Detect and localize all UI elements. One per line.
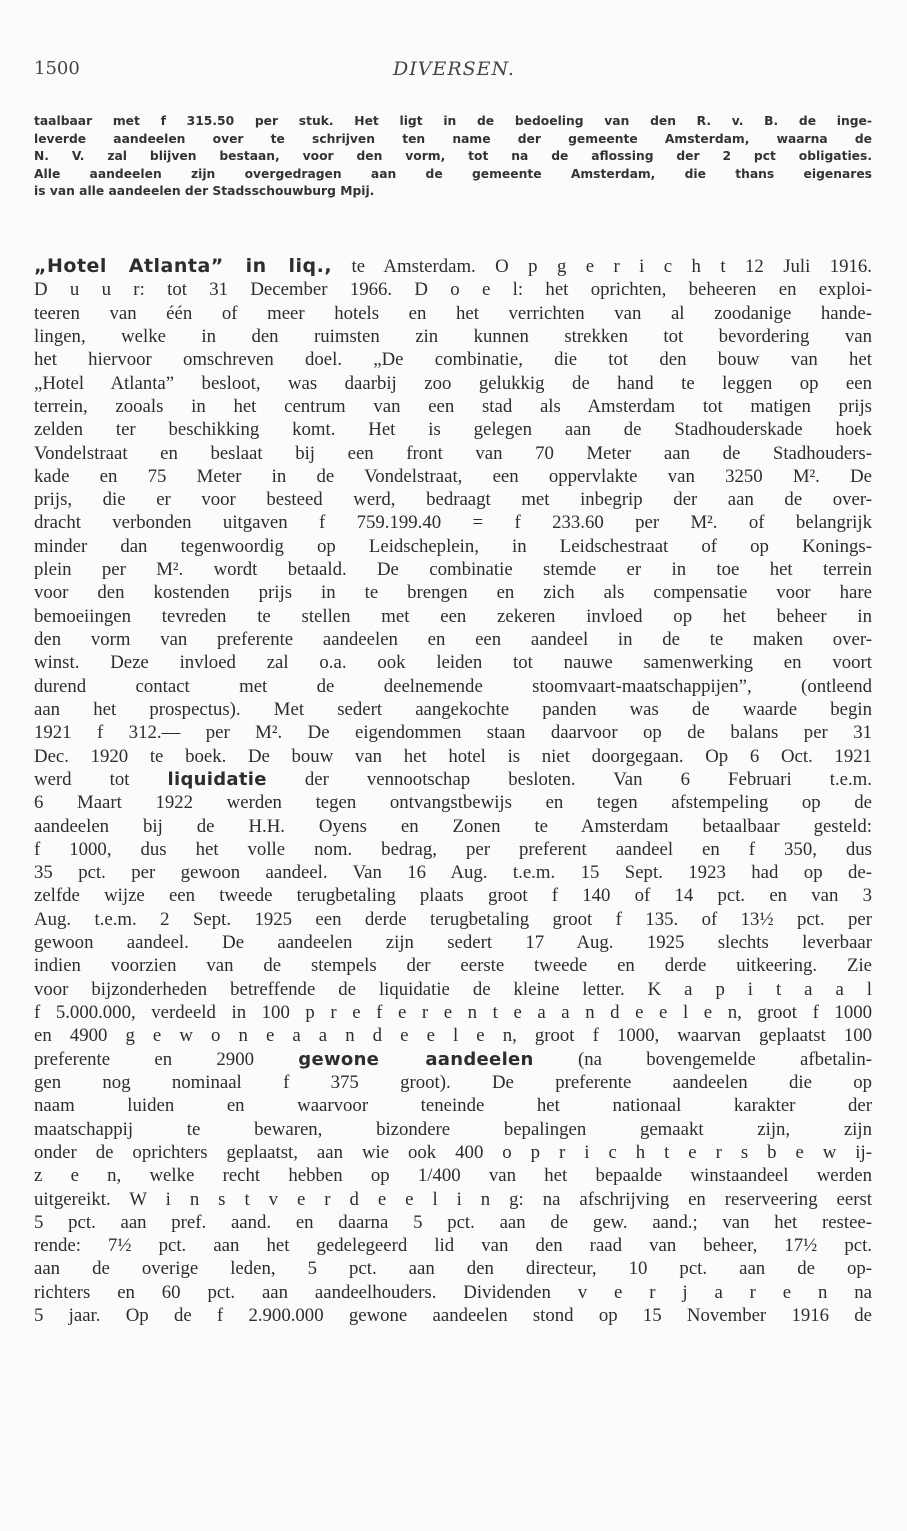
page-header: [34, 58, 874, 88]
text-line: Vondelstraat en beslaat bij een front van 70 Meter aan de Stadhouders-: [34, 442, 872, 464]
company-entry: [34, 255, 872, 1327]
text-line: lingen, welke in den ruimsten zin kunnen strekken tot bevordering van: [34, 325, 872, 347]
text-line: Dec. 1920 te boek. De bouw van het hotel is niet doorgegaan. Op 6 Oct. 1921: [34, 745, 872, 767]
text-line: indien voorzien van de stempels der eerste tweede en derde uitkeering. Zie: [34, 955, 872, 977]
text-line: en 4900 g e w o n e a a n d e e l e n, groot f 1000, waarvan geplaatst 100: [34, 1025, 872, 1047]
text-line: onder de oprichters geplaatst, aan wie ook 400 o p r i c h t e r s b e w ij-: [34, 1141, 872, 1163]
text-line: Aug. t.e.m. 2 Sept. 1925 een derde terugbetaling groot f 135. of 13½ pct. per: [34, 908, 872, 930]
text-line: gen nog nominaal f 375 groot). De preferente aandeelen die op: [34, 1071, 872, 1093]
company-name: „Hotel Atlanta” in liq.,: [34, 255, 333, 277]
text-line: minder dan tegenwoordig op Leidscheplein, in Leidschestraat of op Konings-: [34, 535, 872, 557]
small-print-line: is van alle aandeelen der Stadsschouwburg Mpij.: [34, 184, 375, 199]
text-line: aan het prospectus). Met sedert aangekochte panden was de waarde begin: [34, 698, 872, 720]
text-line: kade en 75 Meter in de Vondelstraat, een oppervlakte van 3250 M². De: [34, 465, 872, 487]
text-span: werd tot: [34, 768, 168, 790]
liquidation-line: [34, 768, 872, 791]
small-print-paragraph: [34, 113, 872, 201]
text-line: maatschappij te bewaren, bizondere bepalingen gemaakt zijn, zijn: [34, 1118, 872, 1140]
small-print-line: N. V. zal blijven bestaan, voor den vorm, tot na de aflossing der 2 pct obligaties.: [34, 149, 872, 164]
text-line: 5 jaar. Op de f 2.900.000 gewone aandeelen stond op 15 November 1916 de: [34, 1305, 872, 1327]
text-line: naam luiden en waarvoor teneinde het nationaal karakter der: [34, 1095, 872, 1117]
text-line: plein per M². wordt betaald. De combinatie stemde er in toe het terrein: [34, 559, 872, 581]
ordinary-shares-keyword: gewone aandeelen: [298, 1048, 534, 1070]
small-print-line: leverde aandeelen over te schrijven ten name der gemeente Amsterdam, waarna de: [34, 131, 872, 146]
text-line: zelfde wijze een tweede terugbetaling plaats groot f 140 of 14 pct. en van 3: [34, 885, 872, 907]
text-line: voor bijzonderheden betreffende de liquidatie de kleine letter. K a p i t a a l: [34, 978, 872, 1000]
text-line: gewoon aandeel. De aandeelen zijn sedert 17 Aug. 1925 slechts leverbaar: [34, 932, 872, 954]
text-line: aan de overige leden, 5 pct. aan den directeur, 10 pct. aan de op-: [34, 1258, 872, 1280]
text-line: 6 Maart 1922 werden tegen ontvangstbewijs en tegen afstempeling op de: [34, 792, 872, 814]
small-print-line: taalbaar met f 315.50 per stuk. Het ligt in de bedoeling van den R. v. B. de inge-: [34, 114, 872, 128]
text-line: zelden ter beschikking komt. Het is gelegen aan de Stadhouderskade hoek: [34, 419, 872, 441]
text-line: terrein, zooals in het centrum van een stad als Amsterdam tot matigen prijs: [34, 395, 872, 417]
text-line: D u u r: tot 31 December 1966. D o e l: het oprichten, beheeren en exploi-: [34, 279, 872, 301]
text-line: z e n, welke recht hebben op 1/400 van het bepaalde winstaandeel werden: [34, 1165, 872, 1187]
founding-info: te Amsterdam. O p g e r i c h t 12 Juli 1916.: [332, 256, 872, 277]
text-span: (na bovengemelde afbetalin-: [533, 1048, 872, 1070]
text-line: 1921 f 312.— per M². De eigendommen staan daarvoor op de balans per 31: [34, 722, 872, 744]
text-line: aandeelen bij de H.H. Oyens en Zonen te Amsterdam betaalbaar gesteld:: [34, 815, 872, 837]
text-span: preferente en 2900: [34, 1048, 299, 1070]
text-line: bemoeiingen tevreden te stellen met een zekeren invloed op het beheer in: [34, 605, 872, 627]
text-line: het hiervoor omschreven doel. „De combinatie, die tot den bouw van het: [34, 349, 872, 371]
text-span: der vennootschap besloten. Van 6 Februari t.e.m.: [266, 768, 872, 790]
text-line: winst. Deze invloed zal o.a. ook leiden tot nauwe samenwerking en voort: [34, 652, 872, 674]
text-line: durend contact met de deelnemende stoomvaart-maatschappijen”, (ontleend: [34, 675, 872, 697]
liquidation-keyword: liquidatie: [167, 768, 267, 790]
text-line: den vorm van preferente aandeelen en een aandeel in de te maken over-: [34, 629, 872, 650]
text-line: „Hotel Atlanta” besloot, was daarbij zoo gelukkig de hand te leggen op een: [34, 372, 872, 394]
text-line: 35 pct. per gewoon aandeel. Van 16 Aug. t.e.m. 15 Sept. 1923 had op de-: [34, 862, 872, 884]
text-line: richters en 60 pct. aan aandeelhouders. Dividenden v e r j a r e n na: [34, 1281, 872, 1303]
text-line: f 5.000.000, verdeeld in 100 p r e f e r e n t e a a n d e e l e n, groot f 1000: [34, 1002, 872, 1023]
shares-line: [34, 1048, 872, 1071]
text-line: f 1000, dus het volle nom. bedrag, per preferent aandeel en f 350, dus: [34, 838, 872, 860]
page-number: 1500: [34, 58, 80, 79]
text-line: 5 pct. aan pref. aand. en daarna 5 pct. aan de gew. aand.; van het restee-: [34, 1211, 872, 1233]
text-line: teeren van één of meer hotels en het verrichten van al zoodanige hande-: [34, 302, 872, 324]
text-line: dracht verbonden uitgaven f 759.199.40 = f 233.60 per M². of belangrijk: [34, 512, 872, 534]
text-line: prijs, die er voor besteed werd, bedraagt met inbegrip der aan de over-: [34, 489, 872, 511]
text-line: voor den kostenden prijs in te brengen en zich als compensatie voor hare: [34, 582, 872, 604]
running-title: DIVERSEN.: [393, 58, 515, 80]
text-line: uitgereikt. W i n s t v e r d e e l i n g: na afschrijving en reserveering eerst: [34, 1188, 872, 1210]
text-line: rende: 7½ pct. aan het gedelegeerd lid van den raad van beheer, 17½ pct.: [34, 1235, 872, 1257]
entry-heading-line: [34, 255, 872, 278]
small-print-line: Alle aandeelen zijn overgedragen aan de gemeente Amsterdam, die thans eigenares: [34, 166, 872, 181]
